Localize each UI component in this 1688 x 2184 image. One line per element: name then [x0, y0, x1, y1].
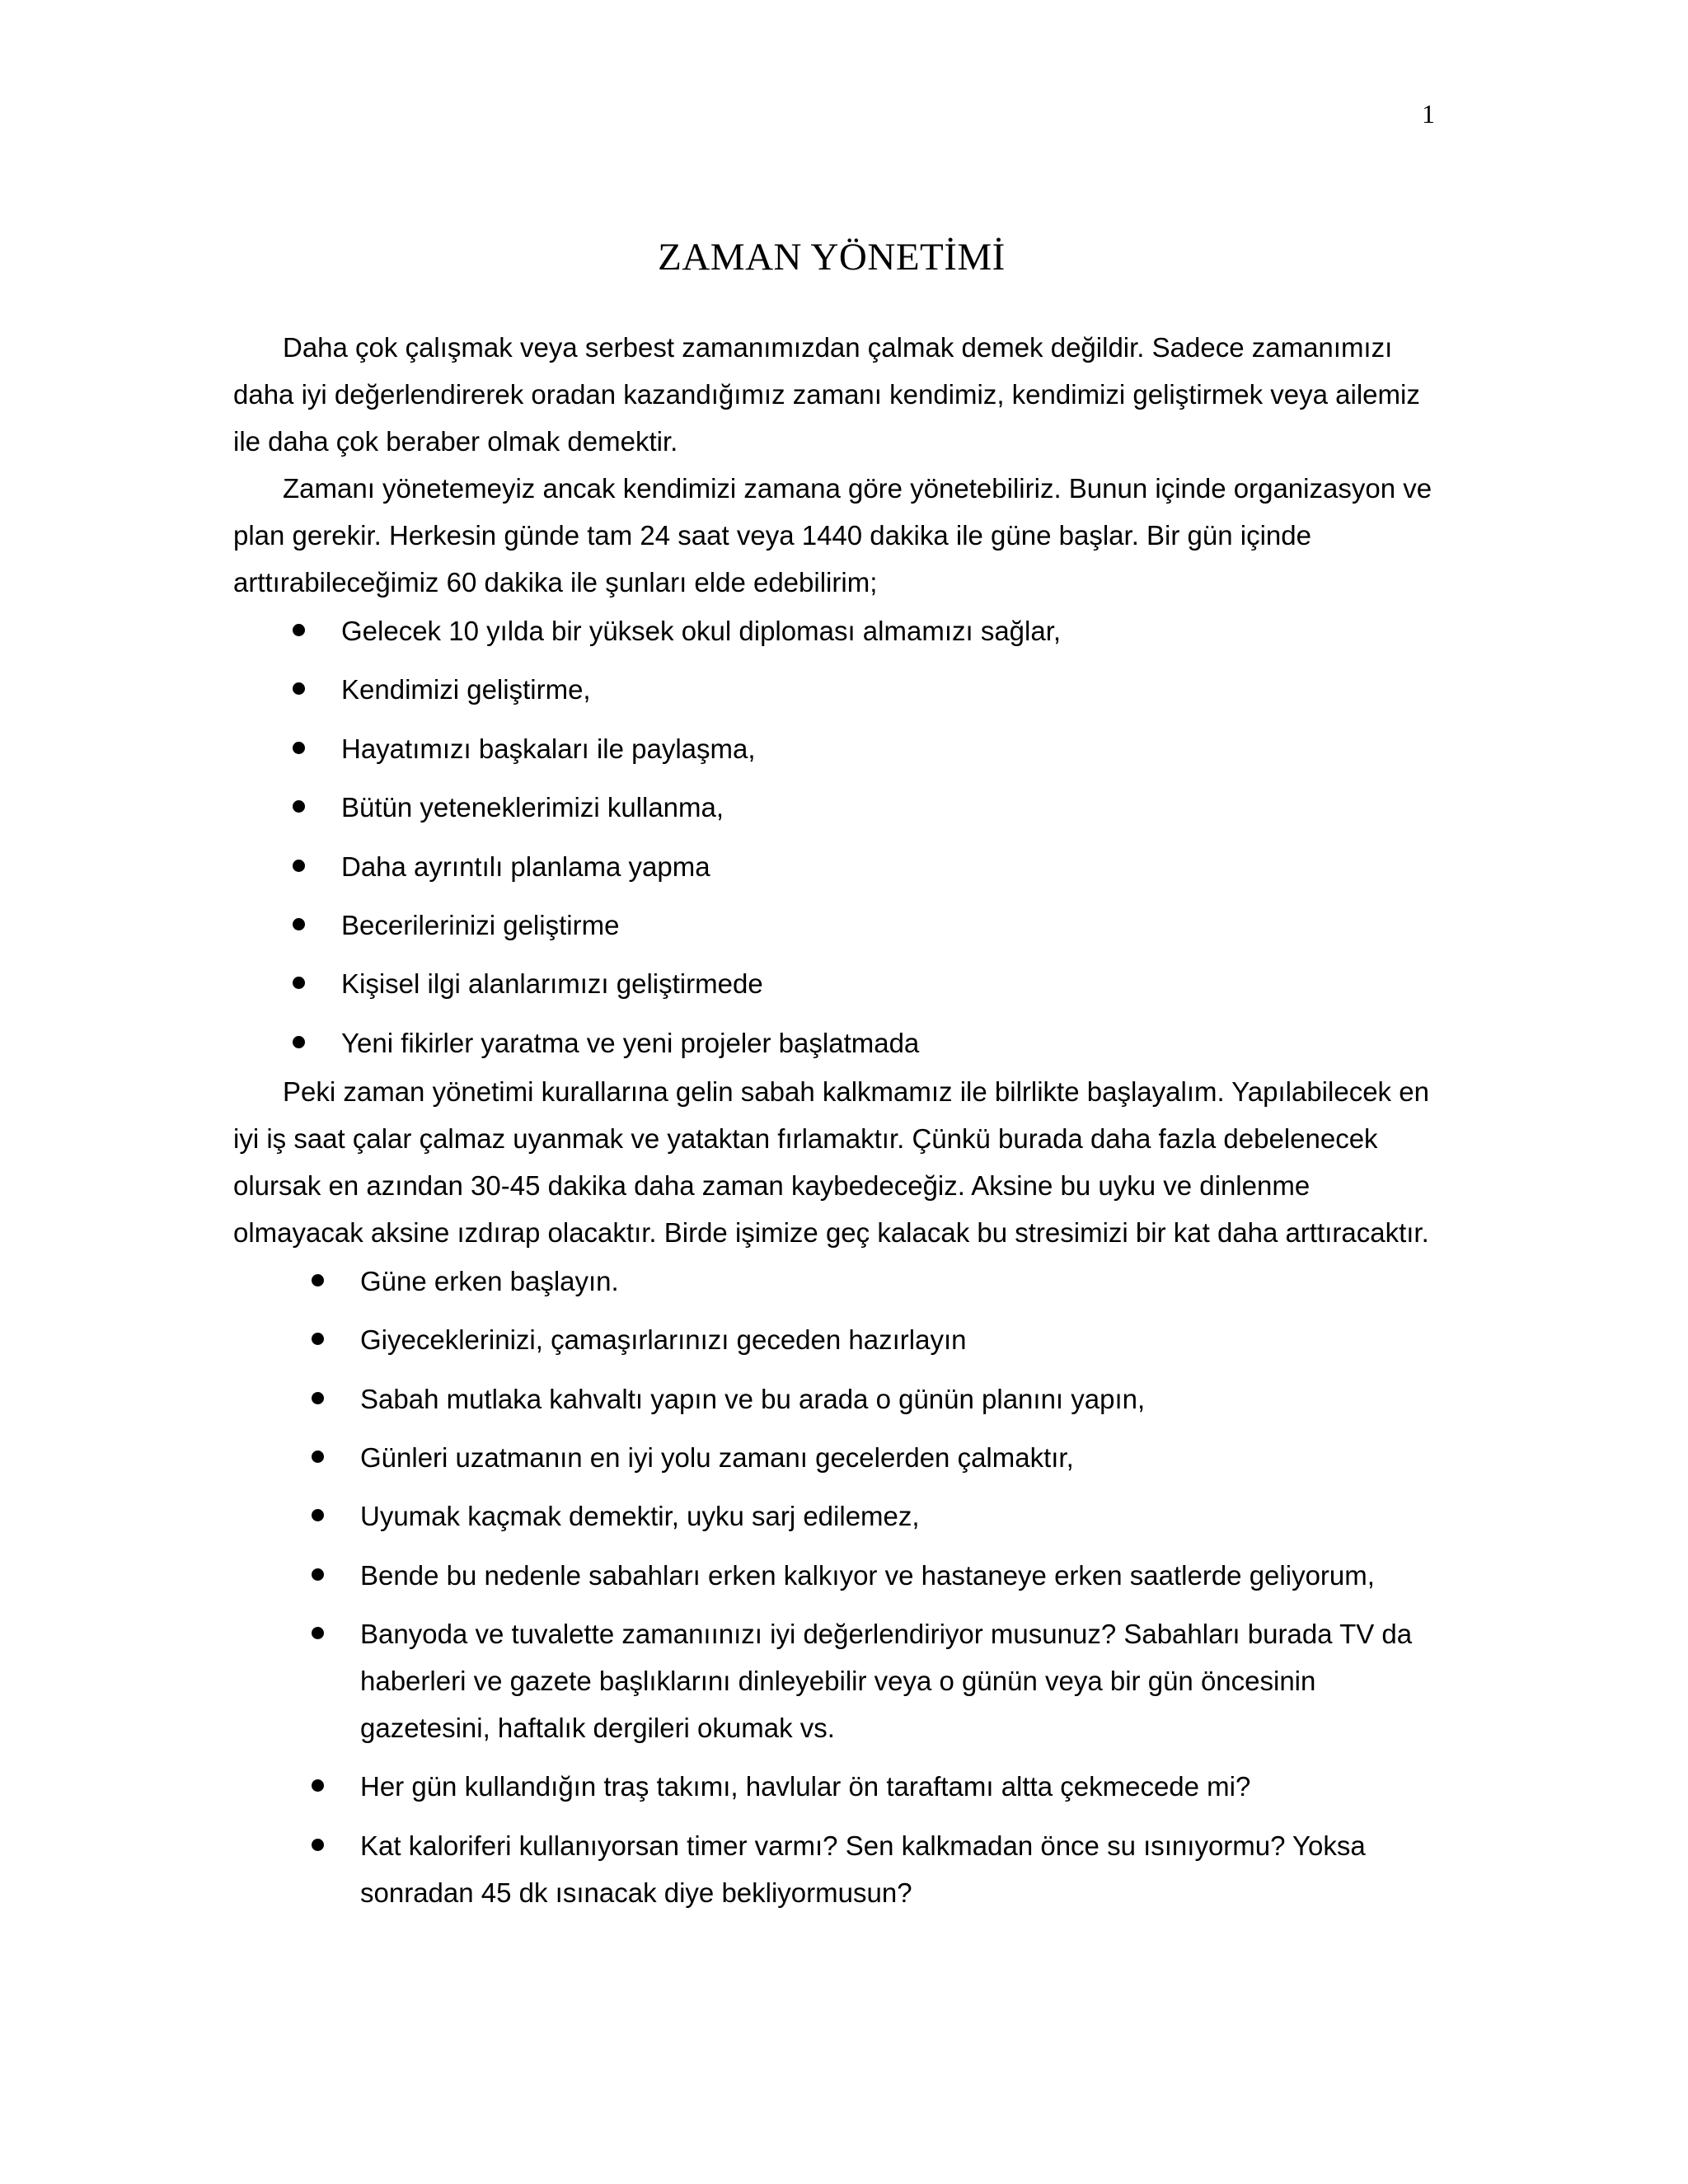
bullet-icon — [312, 1627, 324, 1639]
list-item-text: Kat kaloriferi kullanıyorsan timer varmı? Sen kalkmadan önce su ısınıyormu? Yoksa — [360, 1830, 1366, 1861]
list-item-text: Hayatımızı başkaları ile paylaşma, — [341, 733, 756, 764]
list-item — [233, 1376, 1445, 1422]
morning-tips-list — [233, 1258, 1445, 1916]
list-item-text: Uyumak kaçmak demektir, uyku sarj edilemez, — [360, 1501, 920, 1532]
list-item — [233, 784, 1445, 842]
paragraph-line: iyi iş saat çalar çalmaz uyanmak ve yataktan fırlamaktır. Çünkü burada daha fazla debelenecek — [233, 1122, 1378, 1154]
list-item-text: gazetesini, haftalık dergileri okumak vs. — [360, 1713, 835, 1744]
list-item-text: Sabah mutlaka kahvaltı yapın ve bu arada o günün planını yapın, — [360, 1383, 1146, 1414]
paragraph-line: plan gerekir. Herkesin günde tam 24 saat veya 1440 dakika ile güne başlar. Bir gün içinde — [233, 520, 1311, 551]
list-item-text: haberleri ve gazete başlıklarını dinleyebilir veya o günün veya bir gün öncesinin — [360, 1666, 1316, 1697]
paragraph-line: Daha çok çalışmak veya serbest zamanımızdan çalmak demek değildir. Sadece zamanımızı — [283, 332, 1393, 363]
list-item-text: sonradan 45 dk ısınacak diye bekliyormusun? — [360, 1877, 912, 1908]
bullet-icon — [293, 742, 305, 754]
paragraph-time-management — [233, 465, 1445, 606]
list-item — [233, 725, 1445, 784]
paragraph-line: olmayacak aksine ızdırap olacaktır. Birde işimize geç kalacak bu stresimizi bir kat daha arttıracaktır. — [233, 1216, 1429, 1248]
list-item-text: Bende bu nedenle sabahları erken kalkıyor ve hastaneye erken saatlerde geliyorum, — [360, 1559, 1375, 1591]
bullet-icon — [293, 918, 305, 930]
list-item — [233, 1493, 1445, 1540]
bullet-icon — [312, 1839, 324, 1851]
bullet-icon — [312, 1392, 324, 1404]
list-item — [233, 1610, 1445, 1751]
list-item — [233, 1552, 1445, 1599]
paragraph-line: olursak en azından 30-45 dakika daha zaman kaybedeceğiz. Aksine bu uyku ve dinlenme — [233, 1169, 1311, 1201]
list-item-text: Kişisel ilgi alanlarımızı geliştirmede — [341, 968, 763, 1000]
list-item-text: Bütün yeteneklerimizi kullanma, — [341, 792, 724, 823]
list-item-text: Her gün kullandığın traş takımı, havlular ön taraftamı altta çekmecede mi? — [360, 1771, 1251, 1802]
bullet-icon — [312, 1779, 324, 1792]
list-item-text: Gelecek 10 yılda bir yüksek okul diploması almamızı sağlar, — [341, 616, 1062, 646]
bullet-icon — [312, 1451, 324, 1463]
list-item-text: Güne erken başlayın. — [360, 1265, 619, 1296]
list-item — [233, 1258, 1445, 1305]
benefits-list — [233, 607, 1445, 1066]
list-item-text: Giyeceklerinizi, çamaşırlarınızı geceden hazırlayın — [360, 1324, 967, 1356]
paragraph-morning-rules — [233, 1068, 1445, 1256]
bullet-icon — [293, 800, 305, 813]
bullet-icon — [293, 977, 305, 989]
document-title: ZAMAN YÖNETİMİ — [658, 236, 1006, 279]
list-item — [233, 902, 1445, 960]
list-item — [233, 1763, 1445, 1810]
list-item — [233, 607, 1445, 666]
list-item — [233, 843, 1445, 902]
paragraph-line: ile daha çok beraber olmak demektir. — [233, 426, 678, 457]
list-item-text: Banyoda ve tuvalette zamanıınızı iyi değerlendiriyor musunuz? Sabahları burada TV da — [360, 1619, 1413, 1650]
list-item — [233, 1019, 1445, 1066]
list-item — [233, 1434, 1445, 1481]
bullet-icon — [293, 860, 305, 872]
list-item — [233, 960, 1445, 1019]
list-item-text: Yeni fikirler yaratma ve yeni projeler başlatmada — [341, 1027, 920, 1058]
bullet-icon — [312, 1568, 324, 1581]
paragraph-line: daha iyi değerlendirerek oradan kazandığımız zamanı kendimiz, kendimizi geliştirmek veya ailemiz — [233, 379, 1420, 410]
bullet-icon — [293, 624, 305, 636]
bullet-icon — [312, 1274, 324, 1286]
bullet-icon — [293, 1036, 305, 1048]
bullet-icon — [293, 682, 305, 695]
page-number: 1 — [1422, 99, 1435, 129]
paragraph-line: Zamanı yönetemeyiz ancak kendimizi zamana göre yönetebiliriz. Bunun içinde organizasyon ve — [283, 473, 1432, 504]
list-item-text: Becerilerinizi geliştirme — [341, 909, 620, 940]
paragraph-line: arttırabileceğimiz 60 dakika ile şunları elde edebilirim; — [233, 567, 878, 598]
bullet-icon — [312, 1333, 324, 1345]
paragraph-line: Peki zaman yönetimi kurallarına gelin sabah kalkmamız ile bilrlikte başlayalım. Yapılabilecek en — [283, 1076, 1429, 1107]
list-item-text: Kendimizi geliştirme, — [341, 674, 591, 705]
list-item — [233, 666, 1445, 724]
list-item — [233, 1822, 1445, 1916]
bullet-icon — [312, 1509, 324, 1521]
list-item — [233, 1316, 1445, 1363]
list-item-text: Günleri uzatmanın en iyi yolu zamanı gecelerden çalmaktır, — [360, 1441, 1074, 1473]
list-item-text: Daha ayrıntılı planlama yapma — [341, 851, 710, 882]
document-body — [233, 324, 1445, 1928]
paragraph-intro — [233, 324, 1445, 465]
